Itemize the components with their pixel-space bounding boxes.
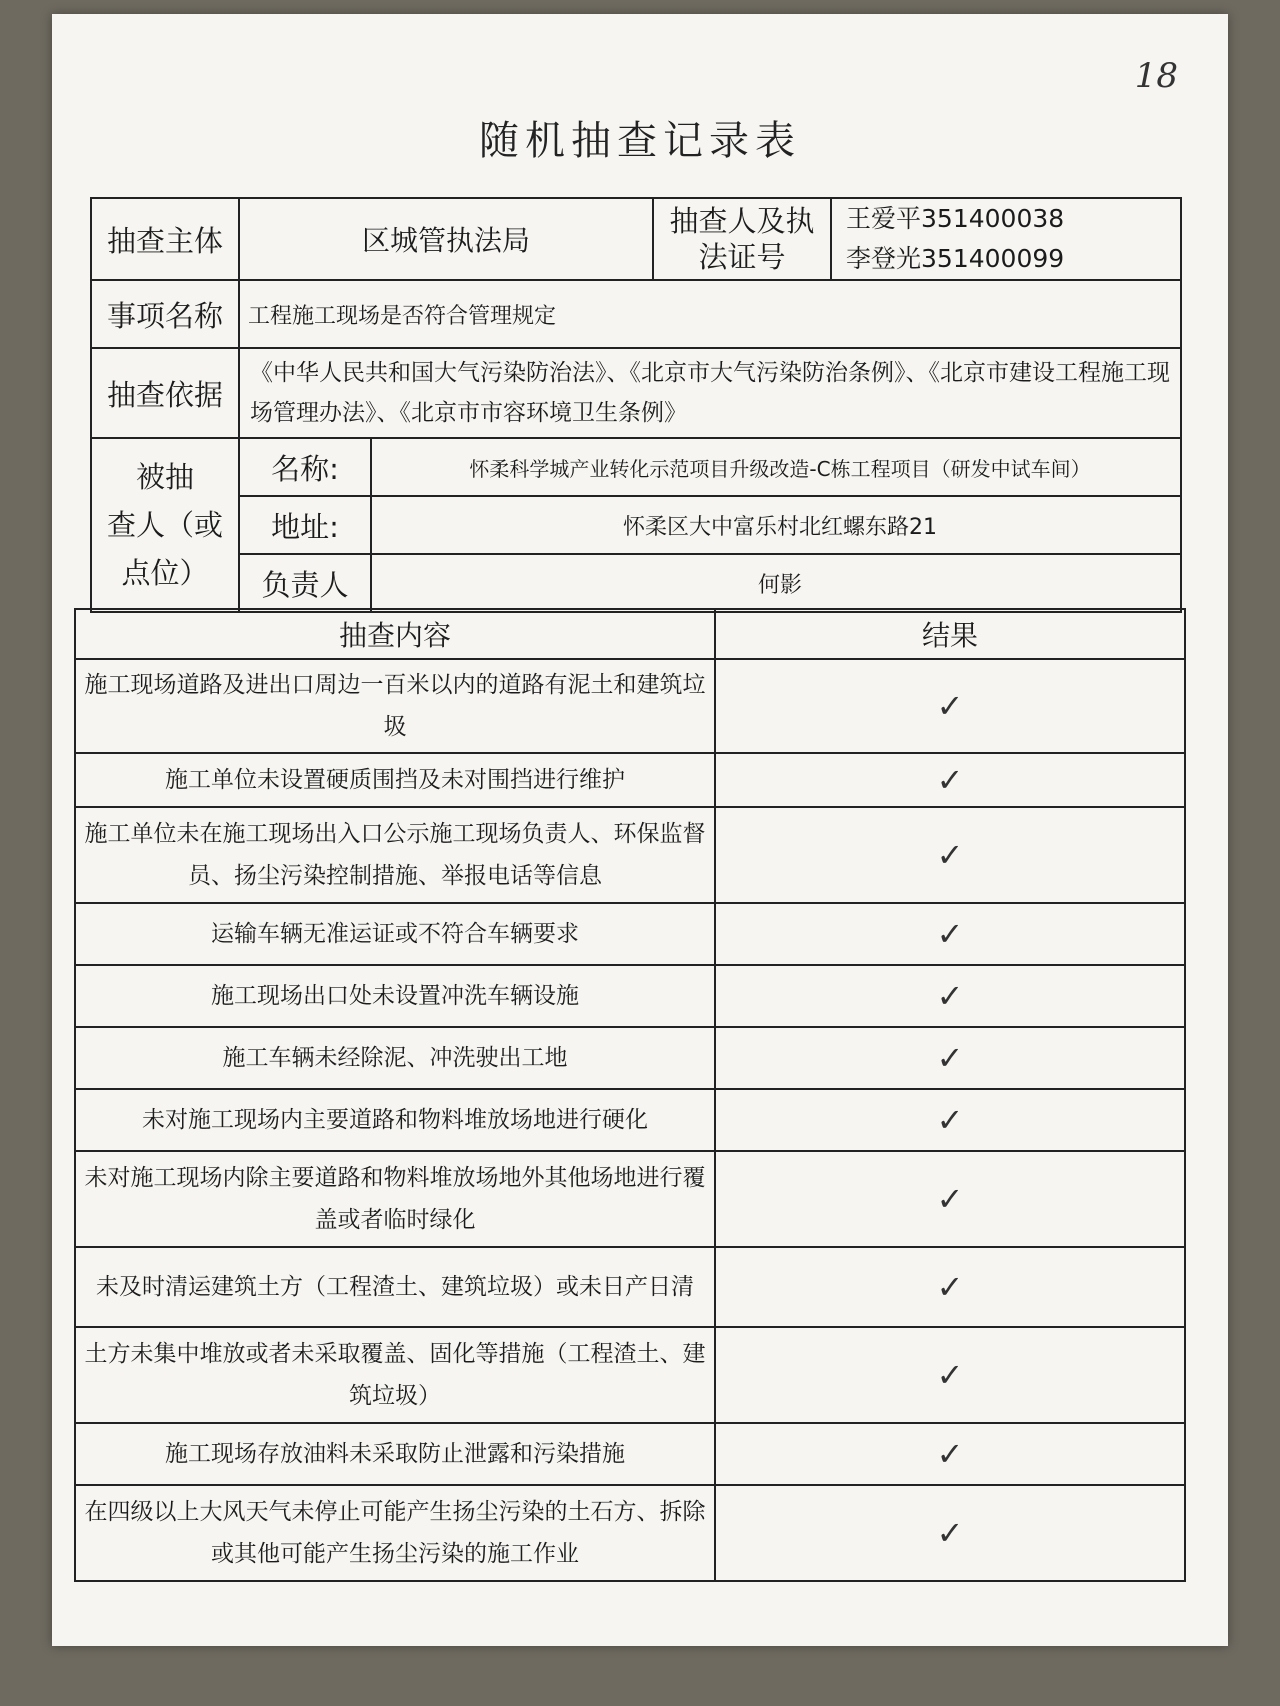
check-item: 施工单位未在施工现场出入口公示施工现场负责人、环保监督员、扬尘污染控制措施、举报电话等信息: [75, 807, 715, 903]
check-item: 未及时清运建筑土方（工程渣土、建筑垃圾）或未日产日清: [75, 1247, 715, 1327]
checklist-header-content: 抽查内容: [75, 609, 715, 659]
check-mark-icon: ✓: [715, 1485, 1185, 1581]
inspected-label-line: 被抽: [135, 460, 194, 494]
form-title: 随机抽查记录表: [479, 118, 801, 164]
inspector-label-line1: 抽查人及执: [669, 204, 815, 238]
basis-label: 抽查依据: [91, 348, 239, 438]
inspector-label-line2: 法证号: [698, 240, 786, 274]
name-label: 名称:: [239, 438, 371, 496]
inspected-label-line: 查人（或: [106, 508, 223, 542]
check-mark-icon: ✓: [715, 1327, 1185, 1423]
inspected-label: [91, 438, 239, 612]
check-mark-icon: ✓: [715, 903, 1185, 965]
inspector-label: [653, 198, 831, 280]
item-name-label: 事项名称: [91, 280, 239, 348]
subject-label: 抽查主体: [91, 198, 239, 280]
inspector-id: 王爱平351400038: [846, 204, 1065, 233]
checklist-table: [74, 608, 1186, 1582]
subject-value: 区城管执法局: [239, 198, 653, 280]
check-item: 在四级以上大风天气未停止可能产生扬尘污染的土石方、拆除或其他可能产生扬尘污染的施工作业: [75, 1485, 715, 1581]
check-mark-icon: ✓: [715, 1027, 1185, 1089]
item-name-value: 工程施工现场是否符合管理规定: [239, 280, 1181, 348]
checklist-header-result: 结果: [715, 609, 1185, 659]
check-mark-icon: ✓: [715, 659, 1185, 753]
address-label: 地址:: [239, 496, 371, 554]
check-mark-icon: ✓: [715, 1089, 1185, 1151]
check-item: 未对施工现场内主要道路和物料堆放场地进行硬化: [75, 1089, 715, 1151]
person-label: 负责人: [239, 554, 371, 612]
person-value: 何影: [371, 554, 1181, 612]
check-item: 运输车辆无准运证或不符合车辆要求: [75, 903, 715, 965]
check-item: 未对施工现场内除主要道路和物料堆放场地外其他场地进行覆盖或者临时绿化: [75, 1151, 715, 1247]
page-number: 18: [1134, 56, 1178, 96]
name-value: 怀柔科学城产业转化示范项目升级改造-C栋工程项目（研发中试车间）: [371, 438, 1181, 496]
check-mark-icon: ✓: [715, 753, 1185, 807]
check-mark-icon: ✓: [715, 807, 1185, 903]
check-item: 施工单位未设置硬质围挡及未对围挡进行维护: [75, 753, 715, 807]
check-item: 土方未集中堆放或者未采取覆盖、固化等措施（工程渣土、建筑垃圾）: [75, 1327, 715, 1423]
check-mark-icon: ✓: [715, 1423, 1185, 1485]
check-mark-icon: ✓: [715, 1151, 1185, 1247]
check-item: 施工现场出口处未设置冲洗车辆设施: [75, 965, 715, 1027]
check-mark-icon: ✓: [715, 965, 1185, 1027]
check-item: 施工现场存放油料未采取防止泄露和污染措施: [75, 1423, 715, 1485]
info-table: [90, 197, 1182, 613]
inspector-id: 李登光351400099: [846, 244, 1065, 273]
basis-value: 《中华人民共和国大气污染防治法》、《北京市大气污染防治条例》、《北京市建设工程施工现场管理办法》、《北京市市容环境卫生条例》: [239, 348, 1181, 438]
check-item: 施工车辆未经除泥、冲洗驶出工地: [75, 1027, 715, 1089]
check-item: 施工现场道路及进出口周边一百米以内的道路有泥土和建筑垃圾: [75, 659, 715, 753]
check-mark-icon: ✓: [715, 1247, 1185, 1327]
document-page: [52, 14, 1228, 1646]
inspected-label-line: 点位）: [121, 556, 209, 590]
inspector-ids: [831, 198, 1181, 280]
address-value: 怀柔区大中富乐村北红螺东路21: [371, 496, 1181, 554]
